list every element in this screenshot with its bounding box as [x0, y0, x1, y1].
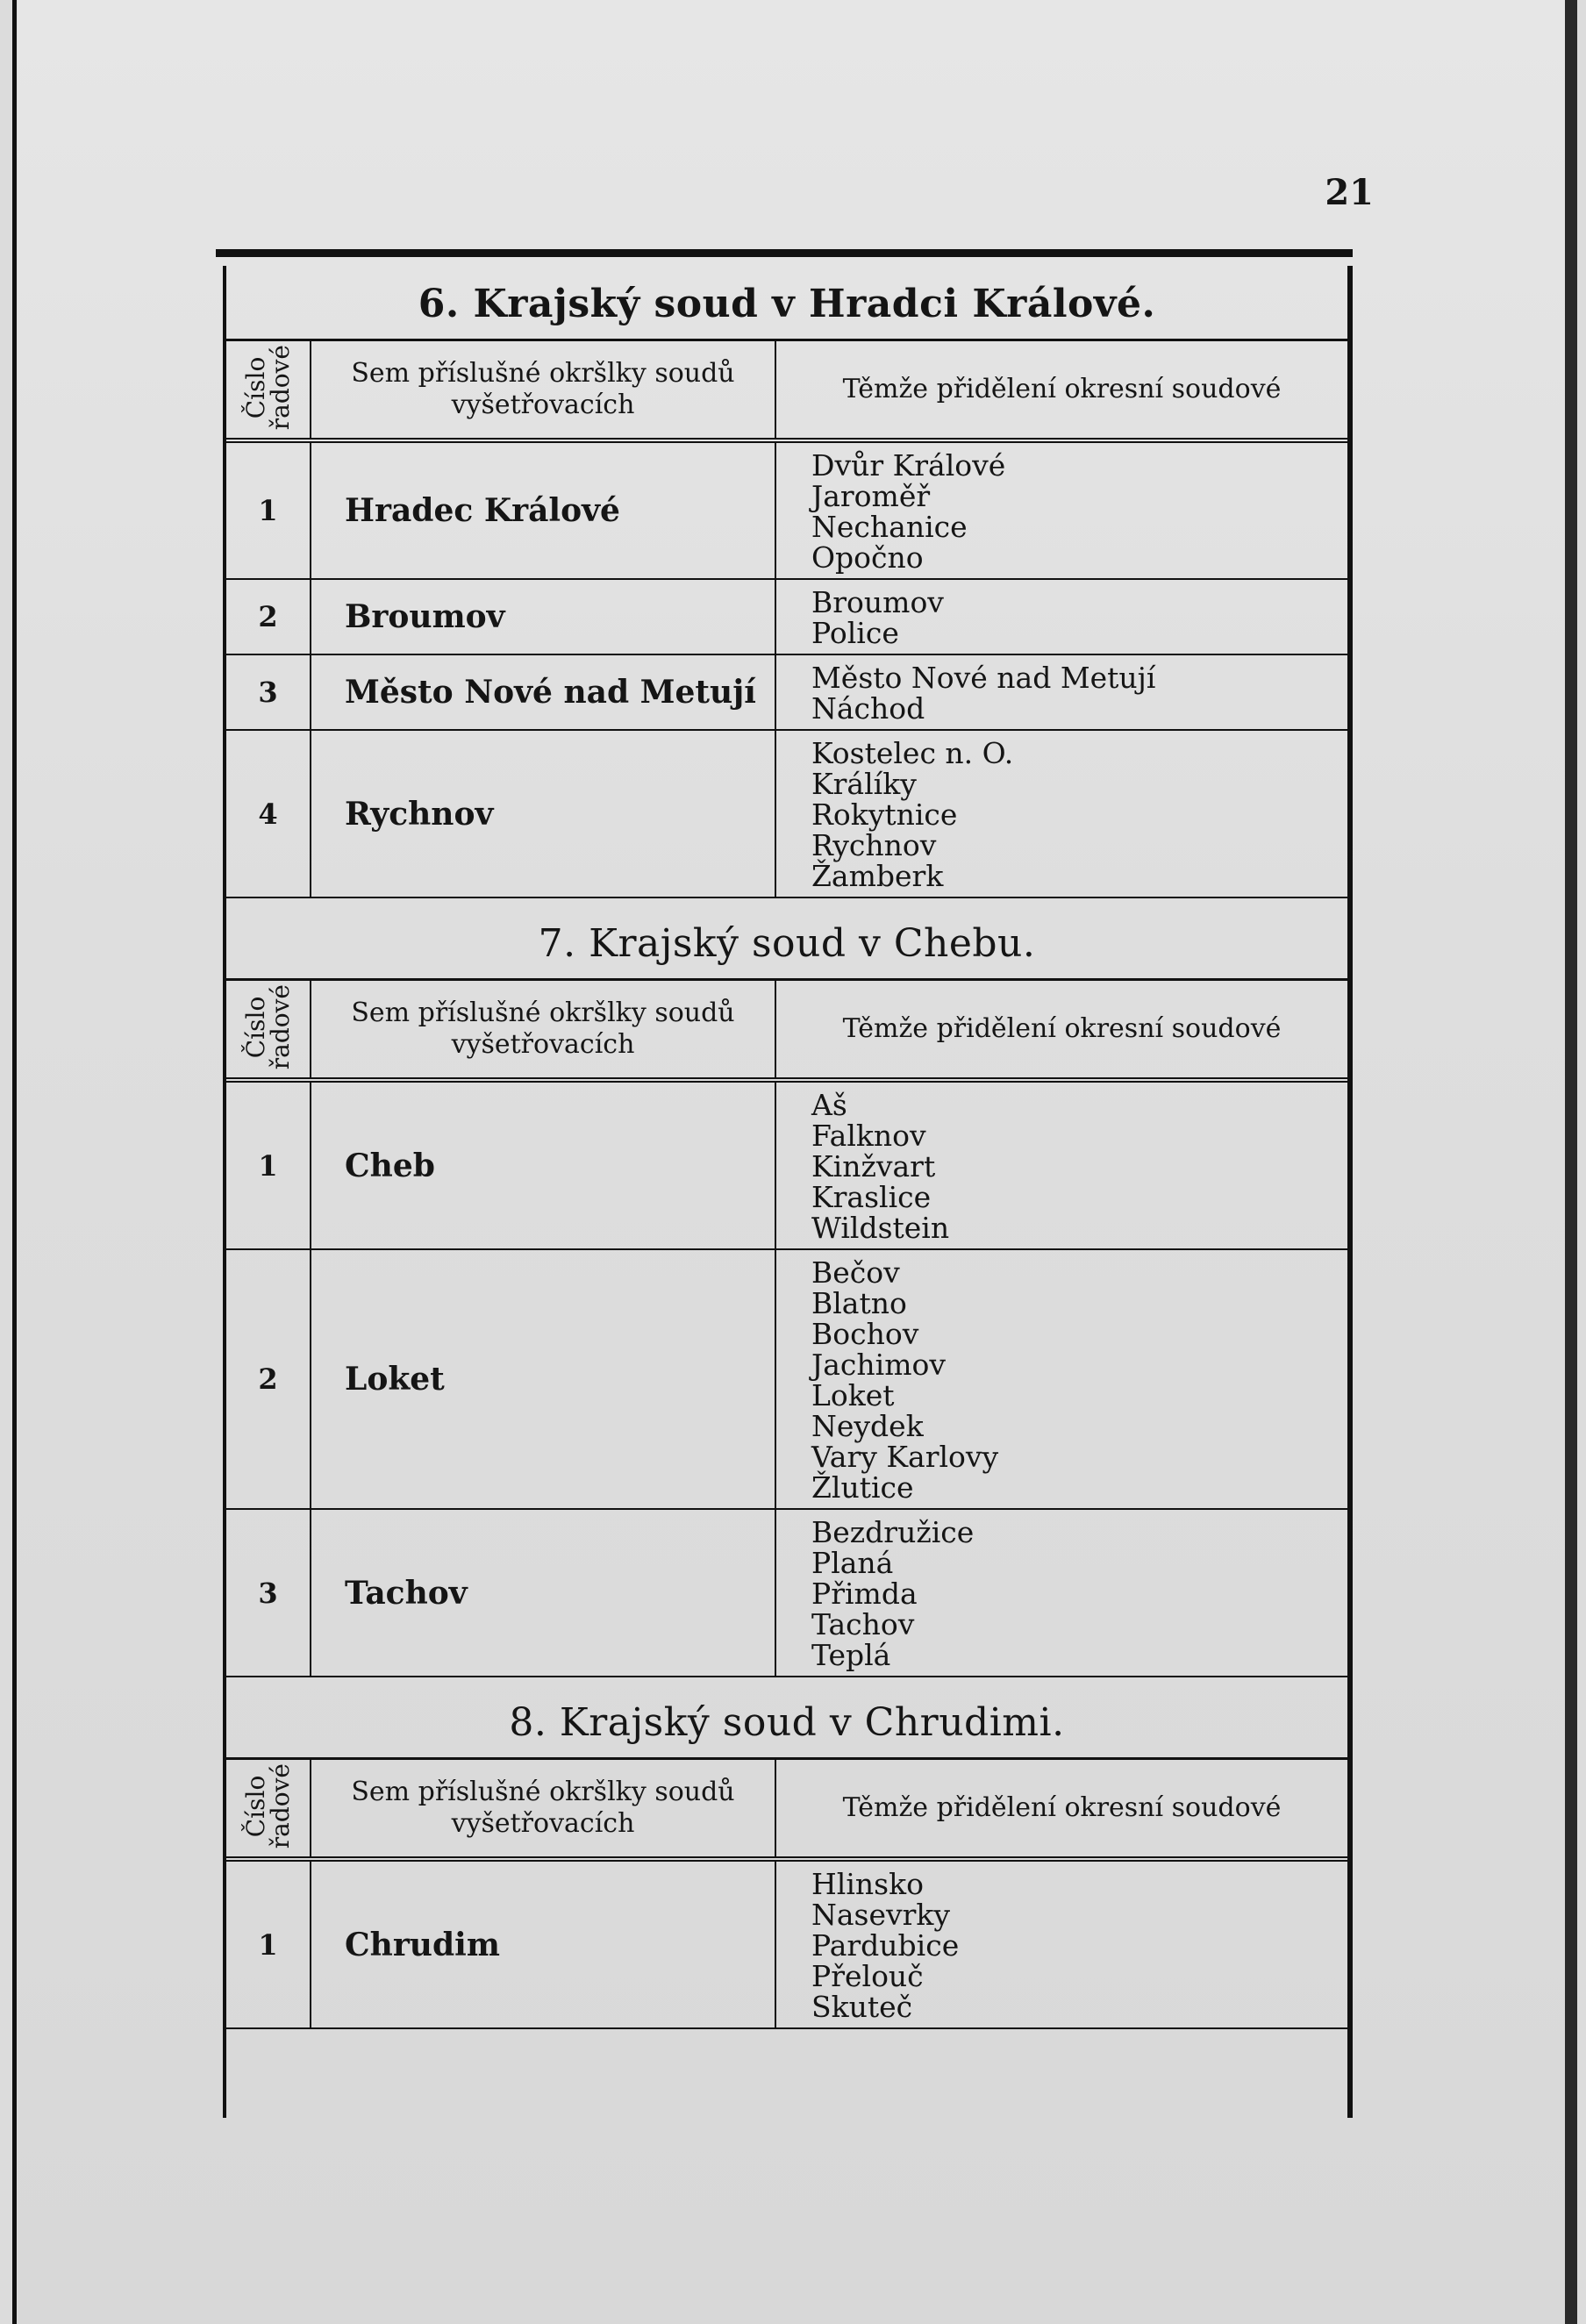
section-cheb [226, 898, 1347, 1677]
row-court: Cheb [311, 1080, 775, 1249]
district-item: Nasevrky [811, 1898, 951, 1932]
row-districts [775, 440, 1347, 579]
page-edge [1565, 0, 1577, 2324]
row-court: Město Nové nad Metují [311, 654, 775, 730]
header-court: Sem příslušné okršlky soudů vyšetřovacích [311, 340, 775, 441]
district-item: Kostelec n. O. [811, 736, 1014, 770]
table-row [226, 1249, 1347, 1509]
row-districts [775, 1249, 1347, 1509]
row-districts [775, 654, 1347, 730]
header-number: Číslo řadové [226, 340, 311, 441]
table-row [226, 730, 1347, 897]
district-item: Rychnov [811, 828, 937, 862]
district-item: Police [811, 616, 899, 650]
district-item: Broumov [811, 585, 944, 619]
row-court: Chrudim [311, 1859, 775, 2028]
district-item: Kinžvart [811, 1149, 936, 1183]
row-districts [775, 1509, 1347, 1677]
row-number: 1 [226, 1080, 311, 1249]
district-item: Žamberk [811, 859, 944, 893]
district-item: Hlinsko [811, 1867, 924, 1901]
district-item: Blatno [811, 1286, 907, 1320]
table-header-row [226, 340, 1347, 441]
row-number: 3 [226, 654, 311, 730]
row-districts [775, 579, 1347, 654]
page-number: 21 [1325, 172, 1374, 213]
row-court: Rychnov [311, 730, 775, 897]
section-title: 7. Krajský soud v Chebu. [538, 921, 1036, 966]
district-item: Loket [811, 1378, 895, 1412]
district-item: Pardubice [811, 1928, 960, 1963]
header-districts: Těmže přidělení okresní soudové [775, 980, 1347, 1081]
header-number: Číslo řadové [226, 980, 311, 1081]
row-number: 4 [226, 730, 311, 897]
table-row [226, 1509, 1347, 1677]
section-title: 8. Krajský soud v Chrudimi. [509, 1700, 1065, 1745]
district-item: Přelouč [811, 1959, 924, 1993]
district-item: Náchod [811, 691, 925, 726]
table-row [226, 440, 1347, 579]
district-item: Bezdružice [811, 1515, 975, 1549]
table-header-row [226, 980, 1347, 1081]
section-title: 6. Krajský soud v Hradci Králové. [418, 282, 1156, 326]
header-districts: Těmže přidělení okresní soudové [775, 1759, 1347, 1860]
court-table [226, 1757, 1347, 2029]
district-item: Tachov [811, 1607, 915, 1641]
header-court: Sem příslušné okršlky soudů vyšetřovacích [311, 980, 775, 1081]
document-frame [223, 266, 1353, 2118]
row-court: Hradec Králové [311, 440, 775, 579]
district-item: Rokytnice [811, 797, 958, 832]
row-number: 1 [226, 440, 311, 579]
district-item: Bochov [811, 1317, 919, 1351]
district-item: Bečov [811, 1255, 900, 1290]
row-court: Broumov [311, 579, 775, 654]
district-item: Vary Karlovy [811, 1440, 999, 1474]
court-table [226, 339, 1347, 898]
table-row [226, 1080, 1347, 1249]
district-item: Skuteč [811, 1990, 913, 2024]
district-item: Kraslice [811, 1180, 932, 1214]
header-number: Číslo řadové [226, 1759, 311, 1860]
row-court: Loket [311, 1249, 775, 1509]
district-item: Jachimov [811, 1348, 946, 1382]
header-court: Sem příslušné okršlky soudů vyšetřovacích [311, 1759, 775, 1860]
district-item: Dvůr Králové [811, 448, 1006, 483]
district-item: Přimda [811, 1577, 918, 1611]
row-court: Tachov [311, 1509, 775, 1677]
district-item: Aš [811, 1088, 847, 1122]
district-item: Žlutice [811, 1470, 914, 1505]
header-districts: Těmže přidělení okresní soudové [775, 340, 1347, 441]
row-number: 3 [226, 1509, 311, 1677]
court-registry-document [216, 249, 1353, 2118]
row-number: 2 [226, 1249, 311, 1509]
row-districts [775, 1080, 1347, 1249]
district-item: Nechanice [811, 510, 968, 544]
table-row [226, 1859, 1347, 2028]
table-header-row [226, 1759, 1347, 1860]
district-item: Jaroměř [811, 479, 931, 513]
district-item: Falknov [811, 1119, 926, 1153]
district-item: Wildstein [811, 1211, 950, 1245]
table-row [226, 654, 1347, 730]
row-number: 2 [226, 579, 311, 654]
district-item: Teplá [811, 1638, 891, 1672]
table-row [226, 579, 1347, 654]
district-item: Králíky [811, 767, 917, 801]
row-districts [775, 730, 1347, 897]
court-table [226, 978, 1347, 1677]
district-item: Planá [811, 1546, 894, 1580]
section-chrudim [226, 1677, 1347, 2029]
row-number: 1 [226, 1859, 311, 2028]
district-item: Opočno [811, 540, 924, 575]
binding-edge [12, 0, 17, 2324]
row-districts [775, 1859, 1347, 2028]
section-hradec [226, 266, 1347, 898]
district-item: Město Nové nad Metují [811, 661, 1156, 695]
district-item: Neydek [811, 1409, 924, 1443]
